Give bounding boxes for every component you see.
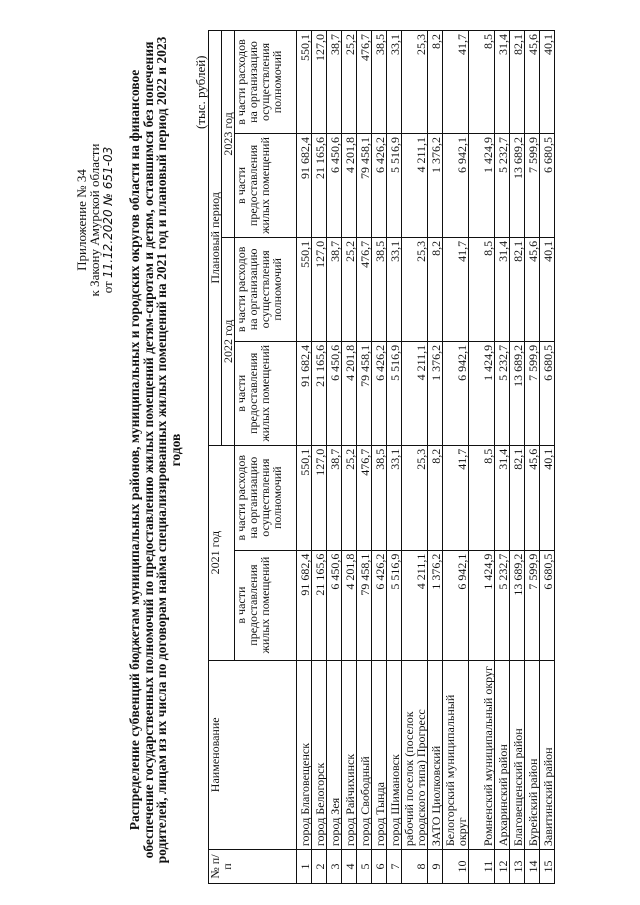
row-name: Белогорский муниципальный округ xyxy=(443,660,469,850)
value-2023-housing: 79 458,1 xyxy=(357,133,372,237)
value-2021-housing: 5 232,7 xyxy=(495,550,510,660)
value-2023-expenses: 25,2 xyxy=(342,31,357,134)
value-2022-expenses: 40,1 xyxy=(540,237,555,341)
value-2021-expenses: 41,7 xyxy=(443,445,469,550)
row-number: 7 xyxy=(387,850,402,884)
table-body xyxy=(297,31,555,884)
document-title: Распределение субвенций бюджетам муниципальных районов, муниципальных и городских округов области на финансовое обеспечение государственных полномочий по предоставлению жилых помещений детям-сиротам и детям, оставшимся без попечения родителей, лицам из их числа по договорам найма специализированных жилых помещений на 2021 год и плановый период 2022 и 2023 годов xyxy=(127,36,183,864)
value-2021-housing: 6 942,1 xyxy=(443,550,469,660)
appendix-header xyxy=(75,95,115,345)
value-2023-expenses: 476,7 xyxy=(357,31,372,134)
header-num: № п/п xyxy=(209,850,297,884)
value-2023-expenses: 41,7 xyxy=(443,31,469,134)
value-2022-expenses: 25,2 xyxy=(342,237,357,341)
value-2023-expenses: 25,3 xyxy=(402,31,428,134)
row-number: 5 xyxy=(357,850,372,884)
table-row xyxy=(428,31,443,884)
value-2022-expenses: 38,7 xyxy=(327,237,342,341)
value-2023-expenses: 8,5 xyxy=(469,31,495,134)
row-name: город Райчихинск xyxy=(342,660,357,850)
row-number: 4 xyxy=(342,850,357,884)
row-name: рабочий поселок (поселок городского типа) Прогресс xyxy=(402,660,428,850)
value-2023-housing: 5 232,7 xyxy=(495,133,510,237)
value-2022-housing: 21 165,6 xyxy=(312,341,327,445)
value-2021-expenses: 38,7 xyxy=(327,445,342,550)
row-name: город Белогорск xyxy=(312,660,327,850)
row-name: Архаринский район xyxy=(495,660,510,850)
value-2023-housing: 91 682,4 xyxy=(297,133,312,237)
value-2021-housing: 7 599,9 xyxy=(525,550,540,660)
table-row xyxy=(327,31,342,884)
table-row xyxy=(387,31,402,884)
value-2023-housing: 6 942,1 xyxy=(443,133,469,237)
value-2021-expenses: 550,1 xyxy=(297,445,312,550)
value-2023-housing: 21 165,6 xyxy=(312,133,327,237)
value-2021-expenses: 40,1 xyxy=(540,445,555,550)
value-2023-housing: 1 424,9 xyxy=(469,133,495,237)
appendix-date: от 11.12.2020 № 651-03 xyxy=(100,146,115,294)
header-2022-expenses: в части расходов на организацию осуществления полномочий xyxy=(235,237,297,341)
row-number: 13 xyxy=(510,850,525,884)
row-name: город Свободный xyxy=(357,660,372,850)
row-name: Завитинский район xyxy=(540,660,555,850)
row-number: 2 xyxy=(312,850,327,884)
value-2023-expenses: 127,0 xyxy=(312,31,327,134)
value-2022-expenses: 82,1 xyxy=(510,237,525,341)
value-2022-expenses: 25,3 xyxy=(402,237,428,341)
table-row xyxy=(357,31,372,884)
row-number: 11 xyxy=(469,850,495,884)
value-2022-housing: 6 942,1 xyxy=(443,341,469,445)
table-row xyxy=(495,31,510,884)
header-2021-housing: в части предоставления жилых помещений xyxy=(235,550,297,660)
appendix-law: к Закону Амурской области xyxy=(87,143,102,297)
row-number: 12 xyxy=(495,850,510,884)
value-2022-housing: 7 599,9 xyxy=(525,341,540,445)
value-2021-housing: 13 689,2 xyxy=(510,550,525,660)
table-row xyxy=(312,31,327,884)
row-number: 1 xyxy=(297,850,312,884)
value-2022-housing: 1 376,2 xyxy=(428,341,443,445)
value-2023-housing: 6 680,5 xyxy=(540,133,555,237)
value-2023-expenses: 31,4 xyxy=(495,31,510,134)
value-2021-housing: 6 450,6 xyxy=(327,550,342,660)
value-2023-expenses: 550,1 xyxy=(297,31,312,134)
table-row xyxy=(525,31,540,884)
value-2022-housing: 5 516,9 xyxy=(387,341,402,445)
value-2023-expenses: 38,7 xyxy=(327,31,342,134)
value-2022-expenses: 33,1 xyxy=(387,237,402,341)
value-2022-housing: 6 680,5 xyxy=(540,341,555,445)
value-2021-expenses: 8,5 xyxy=(469,445,495,550)
table-row xyxy=(510,31,525,884)
value-2021-housing: 1 376,2 xyxy=(428,550,443,660)
header-2023-housing: в части предоставления жилых помещений xyxy=(235,133,297,237)
value-2021-housing: 6 426,2 xyxy=(372,550,387,660)
row-name: город Зея xyxy=(327,660,342,850)
value-2021-expenses: 33,1 xyxy=(387,445,402,550)
table-row xyxy=(469,31,495,884)
header-2021-expenses: в части расходов на организацию осуществления полномочий xyxy=(235,445,297,550)
value-2021-expenses: 476,7 xyxy=(357,445,372,550)
row-number: 9 xyxy=(428,850,443,884)
value-2023-expenses: 38,5 xyxy=(372,31,387,134)
row-name: город Благовещенск xyxy=(297,660,312,850)
value-2022-housing: 79 458,1 xyxy=(357,341,372,445)
value-2023-housing: 4 201,8 xyxy=(342,133,357,237)
value-2021-housing: 4 201,8 xyxy=(342,550,357,660)
row-number: 8 xyxy=(402,850,428,884)
header-2021: 2021 год xyxy=(209,445,235,660)
handwritten-date: 11.12.2020 № 651-03 xyxy=(101,146,115,279)
value-2022-expenses: 38,5 xyxy=(372,237,387,341)
value-2023-expenses: 82,1 xyxy=(510,31,525,134)
value-2021-expenses: 38,5 xyxy=(372,445,387,550)
subsidy-table xyxy=(208,30,555,884)
value-2021-housing: 91 682,4 xyxy=(297,550,312,660)
value-2021-housing: 1 424,9 xyxy=(469,550,495,660)
value-2023-housing: 5 516,9 xyxy=(387,133,402,237)
row-name: Благовещенский район xyxy=(510,660,525,850)
table-row xyxy=(372,31,387,884)
value-2022-housing: 13 689,2 xyxy=(510,341,525,445)
header-name: Наименование xyxy=(209,660,297,850)
value-2023-expenses: 33,1 xyxy=(387,31,402,134)
value-2022-housing: 91 682,4 xyxy=(297,341,312,445)
row-name: город Тында xyxy=(372,660,387,850)
value-2023-expenses: 40,1 xyxy=(540,31,555,134)
value-2021-housing: 4 211,1 xyxy=(402,550,428,660)
value-2023-housing: 1 376,2 xyxy=(428,133,443,237)
value-2023-housing: 13 689,2 xyxy=(510,133,525,237)
value-2022-expenses: 41,7 xyxy=(443,237,469,341)
value-2021-housing: 5 516,9 xyxy=(387,550,402,660)
value-2022-expenses: 8,2 xyxy=(428,237,443,341)
value-2023-housing: 7 599,9 xyxy=(525,133,540,237)
value-2021-expenses: 127,0 xyxy=(312,445,327,550)
value-2023-housing: 6 450,6 xyxy=(327,133,342,237)
row-number: 3 xyxy=(327,850,342,884)
value-2021-housing: 21 165,6 xyxy=(312,550,327,660)
value-2022-housing: 6 450,6 xyxy=(327,341,342,445)
value-2022-expenses: 8,5 xyxy=(469,237,495,341)
value-2023-housing: 6 426,2 xyxy=(372,133,387,237)
value-2021-housing: 79 458,1 xyxy=(357,550,372,660)
header-2022-housing: в части предоставления жилых помещений xyxy=(235,341,297,445)
value-2021-housing: 6 680,5 xyxy=(540,550,555,660)
units-label: (тыс. рублей) xyxy=(193,55,208,129)
value-2021-expenses: 82,1 xyxy=(510,445,525,550)
row-name: ЗАТО Циолковский xyxy=(428,660,443,850)
row-number: 14 xyxy=(525,850,540,884)
value-2022-expenses: 476,7 xyxy=(357,237,372,341)
row-name: город Шимановск xyxy=(387,660,402,850)
row-number: 6 xyxy=(372,850,387,884)
row-name: Бурейский район xyxy=(525,660,540,850)
value-2022-housing: 5 232,7 xyxy=(495,341,510,445)
value-2021-expenses: 8,2 xyxy=(428,445,443,550)
value-2022-expenses: 45,6 xyxy=(525,237,540,341)
row-number: 15 xyxy=(540,850,555,884)
row-number: 10 xyxy=(443,850,469,884)
value-2022-expenses: 31,4 xyxy=(495,237,510,341)
value-2022-expenses: 550,1 xyxy=(297,237,312,341)
value-2022-housing: 6 426,2 xyxy=(372,341,387,445)
row-name: Ромненский муниципальный округ xyxy=(469,660,495,850)
value-2021-expenses: 25,2 xyxy=(342,445,357,550)
value-2022-expenses: 127,0 xyxy=(312,237,327,341)
table-row xyxy=(297,31,312,884)
value-2023-housing: 4 211,1 xyxy=(402,133,428,237)
header-2023: 2023 год xyxy=(222,31,235,238)
header-2022: 2022 год xyxy=(222,237,235,445)
appendix-number: Приложение № 34 xyxy=(74,169,89,271)
table-row xyxy=(402,31,428,884)
value-2021-expenses: 45,6 xyxy=(525,445,540,550)
value-2021-expenses: 25,3 xyxy=(402,445,428,550)
value-2022-housing: 4 211,1 xyxy=(402,341,428,445)
header-2023-expenses: в части расходов на организацию осуществления полномочий xyxy=(235,31,297,134)
value-2023-expenses: 8,2 xyxy=(428,31,443,134)
value-2022-housing: 1 424,9 xyxy=(469,341,495,445)
value-2022-housing: 4 201,8 xyxy=(342,341,357,445)
table-row xyxy=(443,31,469,884)
value-2023-expenses: 45,6 xyxy=(525,31,540,134)
table-row xyxy=(540,31,555,884)
header-planned-period: Плановый период xyxy=(209,31,222,446)
value-2021-expenses: 31,4 xyxy=(495,445,510,550)
table-row xyxy=(342,31,357,884)
